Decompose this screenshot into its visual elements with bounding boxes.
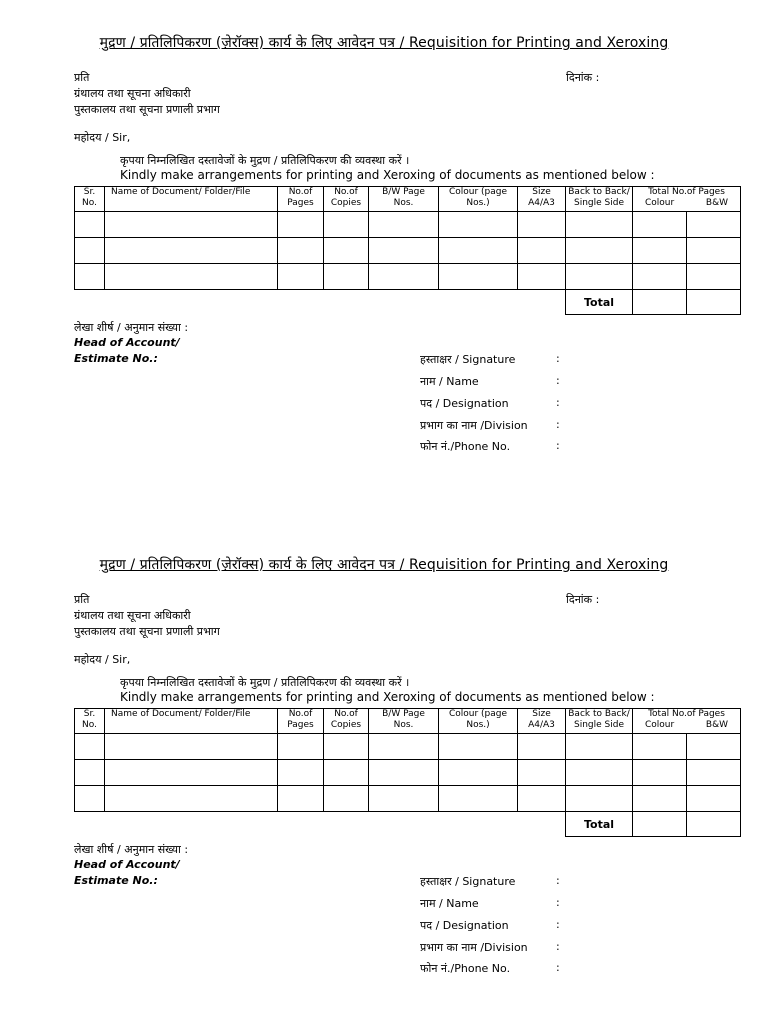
header-colour-page-nos: Colour (page Nos.): [439, 709, 518, 734]
cell-total-colour[interactable]: [633, 264, 687, 290]
signature-field-colon: :: [556, 439, 560, 452]
cell-back-to-back[interactable]: [566, 264, 633, 290]
table-header-row: [75, 709, 741, 734]
cell-size[interactable]: [518, 786, 566, 812]
header-colour-page-nos: Colour (page Nos.): [439, 187, 518, 212]
cell-size[interactable]: [518, 760, 566, 786]
cell-pages[interactable]: [278, 264, 324, 290]
header-total-pages: [633, 709, 741, 734]
cell-size[interactable]: [518, 734, 566, 760]
cell-copies[interactable]: [324, 786, 369, 812]
header-total-pages: [633, 187, 741, 212]
salutation: महोदय / Sir,: [74, 131, 131, 144]
cell-total-bw-sum[interactable]: [687, 812, 741, 837]
header-bw-page-nos: B/W Page Nos.: [369, 187, 439, 212]
header-back-to-back: Back to Back/ Single Side: [566, 709, 633, 734]
signature-field-colon: :: [556, 961, 560, 974]
cell-document-name[interactable]: [105, 760, 278, 786]
cell-document-name[interactable]: [105, 786, 278, 812]
signature-field-colon: :: [556, 352, 560, 365]
cell-copies[interactable]: [324, 264, 369, 290]
estimate-no-label: Estimate No.:: [74, 874, 158, 887]
signature-field-colon: :: [556, 918, 560, 931]
signature-field-colon: :: [556, 396, 560, 409]
table-row: [75, 786, 741, 812]
signature-field-label: फोन नं./Phone No.: [420, 962, 511, 975]
signature-field-label: प्रभाग का नाम /Division: [420, 941, 528, 954]
cell-back-to-back[interactable]: [566, 238, 633, 264]
header-bw-page-nos: B/W Page Nos.: [369, 709, 439, 734]
cell-pages[interactable]: [278, 786, 324, 812]
table-row: [75, 238, 741, 264]
cell-colour-pages[interactable]: [439, 238, 518, 264]
cell-colour-pages[interactable]: [439, 212, 518, 238]
header-no-of-pages: No.of Pages: [278, 709, 324, 734]
cell-size[interactable]: [518, 238, 566, 264]
cell-total-colour[interactable]: [633, 734, 687, 760]
signature-field-colon: :: [556, 374, 560, 387]
header-total-pages-label: Total No.of Pages: [648, 709, 725, 719]
requisition-table: [74, 708, 741, 837]
cell-total-colour[interactable]: [633, 760, 687, 786]
cell-total-bw[interactable]: [687, 212, 741, 238]
to-label: प्रति: [74, 593, 90, 606]
cell-back-to-back[interactable]: [566, 734, 633, 760]
cell-total-bw[interactable]: [687, 238, 741, 264]
header-sr-no: Sr. No.: [75, 187, 105, 212]
signature-field-label: नाम / Name: [420, 375, 479, 388]
cell-total-bw-sum[interactable]: [687, 290, 741, 315]
header-sr-no: Sr. No.: [75, 709, 105, 734]
cell-colour-pages[interactable]: [439, 734, 518, 760]
header-document-name: Name of Document/ Folder/File: [105, 187, 278, 212]
addressee-line-1: ग्रंथालय तथा सूचना अधिकारी: [74, 87, 191, 100]
cell-document-name[interactable]: [105, 238, 278, 264]
to-label: प्रति: [74, 71, 90, 84]
table-row: [75, 212, 741, 238]
cell-document-name[interactable]: [105, 734, 278, 760]
requisition-table: [74, 186, 741, 315]
header-size: Size A4/A3: [518, 709, 566, 734]
cell-total-colour[interactable]: [633, 238, 687, 264]
account-hindi-label: लेखा शीर्ष / अनुमान संख्या :: [74, 321, 189, 334]
cell-copies[interactable]: [324, 760, 369, 786]
addressee-line-2: पुस्तकालय तथा सूचना प्रणाली प्रभाग: [74, 625, 220, 638]
signature-field-label: प्रभाग का नाम /Division: [420, 419, 528, 432]
cell-sr[interactable]: [75, 786, 105, 812]
cell-total-colour[interactable]: [633, 212, 687, 238]
cell-pages[interactable]: [278, 212, 324, 238]
signature-field-colon: :: [556, 418, 560, 431]
cell-size[interactable]: [518, 212, 566, 238]
cell-sr[interactable]: [75, 212, 105, 238]
header-total-colour: Colour: [645, 720, 675, 730]
cell-bw-pages[interactable]: [369, 786, 439, 812]
cell-total-bw[interactable]: [687, 264, 741, 290]
cell-total-bw[interactable]: [687, 760, 741, 786]
cell-colour-pages[interactable]: [439, 264, 518, 290]
cell-back-to-back[interactable]: [566, 786, 633, 812]
header-total-pages-label: Total No.of Pages: [648, 187, 725, 197]
header-total-bw: B&W: [705, 198, 728, 208]
header-document-name: Name of Document/ Folder/File: [105, 709, 278, 734]
addressee-line-2: पुस्तकालय तथा सूचना प्रणाली प्रभाग: [74, 103, 220, 116]
signature-field-colon: :: [556, 940, 560, 953]
cell-total-bw[interactable]: [687, 734, 741, 760]
cell-sr[interactable]: [75, 264, 105, 290]
header-size: Size A4/A3: [518, 187, 566, 212]
header-no-of-copies: No.of Copies: [324, 187, 369, 212]
table-row: [75, 734, 741, 760]
cell-colour-pages[interactable]: [439, 760, 518, 786]
estimate-no-label: Estimate No.:: [74, 352, 158, 365]
table-row: [75, 760, 741, 786]
salutation: महोदय / Sir,: [74, 653, 131, 666]
cell-colour-pages[interactable]: [439, 786, 518, 812]
signature-field-label: हस्ताक्षर / Signature: [420, 875, 516, 888]
cell-total-colour-sum[interactable]: [633, 812, 687, 837]
signature-field-label: पद / Designation: [420, 397, 509, 410]
cell-document-name[interactable]: [105, 212, 278, 238]
cell-sr[interactable]: [75, 760, 105, 786]
cell-back-to-back[interactable]: [566, 212, 633, 238]
signature-field-label: फोन नं./Phone No.: [420, 440, 511, 453]
cell-pages[interactable]: [278, 760, 324, 786]
addressee-line-1: ग्रंथालय तथा सूचना अधिकारी: [74, 609, 191, 622]
total-row: [75, 290, 741, 315]
form-title: मुद्रण / प्रतिलिपिकरण (ज़ेरॉक्स) कार्य के लिए आवेदन पत्र / Requisition for Printing and Xeroxing: [99, 35, 669, 51]
request-hindi: कृपया निम्नलिखित दस्तावेजों के मुद्रण / प्रतिलिपिकरण की व्यवस्था करें ।: [120, 676, 410, 689]
cell-total-colour[interactable]: [633, 786, 687, 812]
cell-sr[interactable]: [75, 238, 105, 264]
request-english: Kindly make arrangements for printing and Xeroxing of documents as mentioned below :: [120, 690, 655, 704]
date-label: दिनांक :: [566, 593, 600, 606]
total-label: Total: [566, 290, 633, 315]
signature-field-label: पद / Designation: [420, 919, 509, 932]
cell-size[interactable]: [518, 264, 566, 290]
signature-field-colon: :: [556, 874, 560, 887]
header-no-of-copies: No.of Copies: [324, 709, 369, 734]
cell-bw-pages[interactable]: [369, 760, 439, 786]
account-hindi-label: लेखा शीर्ष / अनुमान संख्या :: [74, 843, 189, 856]
cell-copies[interactable]: [324, 238, 369, 264]
signature-field-colon: :: [556, 896, 560, 909]
cell-document-name[interactable]: [105, 264, 278, 290]
cell-copies[interactable]: [324, 212, 369, 238]
cell-back-to-back[interactable]: [566, 760, 633, 786]
form-title: मुद्रण / प्रतिलिपिकरण (ज़ेरॉक्स) कार्य के लिए आवेदन पत्र / Requisition for Printing and Xeroxing: [99, 557, 669, 573]
signature-field-label: नाम / Name: [420, 897, 479, 910]
request-english: Kindly make arrangements for printing and Xeroxing of documents as mentioned below :: [120, 168, 655, 182]
cell-bw-pages[interactable]: [369, 264, 439, 290]
cell-sr[interactable]: [75, 734, 105, 760]
cell-pages[interactable]: [278, 238, 324, 264]
header-back-to-back: Back to Back/ Single Side: [566, 187, 633, 212]
signature-field-label: हस्ताक्षर / Signature: [420, 353, 516, 366]
table-row: [75, 264, 741, 290]
header-no-of-pages: No.of Pages: [278, 187, 324, 212]
total-row: [75, 812, 741, 837]
cell-bw-pages[interactable]: [369, 734, 439, 760]
head-of-account-label: Head of Account/: [74, 336, 180, 349]
cell-total-bw[interactable]: [687, 786, 741, 812]
requisition-form-2: [0, 522, 768, 1022]
date-label: दिनांक :: [566, 71, 600, 84]
cell-pages[interactable]: [278, 734, 324, 760]
request-hindi: कृपया निम्नलिखित दस्तावेजों के मुद्रण / प्रतिलिपिकरण की व्यवस्था करें ।: [120, 154, 410, 167]
cell-bw-pages[interactable]: [369, 238, 439, 264]
requisition-form-1: [0, 0, 768, 500]
cell-copies[interactable]: [324, 734, 369, 760]
header-total-colour: Colour: [645, 198, 675, 208]
cell-bw-pages[interactable]: [369, 212, 439, 238]
cell-total-colour-sum[interactable]: [633, 290, 687, 315]
total-label: Total: [566, 812, 633, 837]
header-total-bw: B&W: [705, 720, 728, 730]
table-header-row: [75, 187, 741, 212]
head-of-account-label: Head of Account/: [74, 858, 180, 871]
